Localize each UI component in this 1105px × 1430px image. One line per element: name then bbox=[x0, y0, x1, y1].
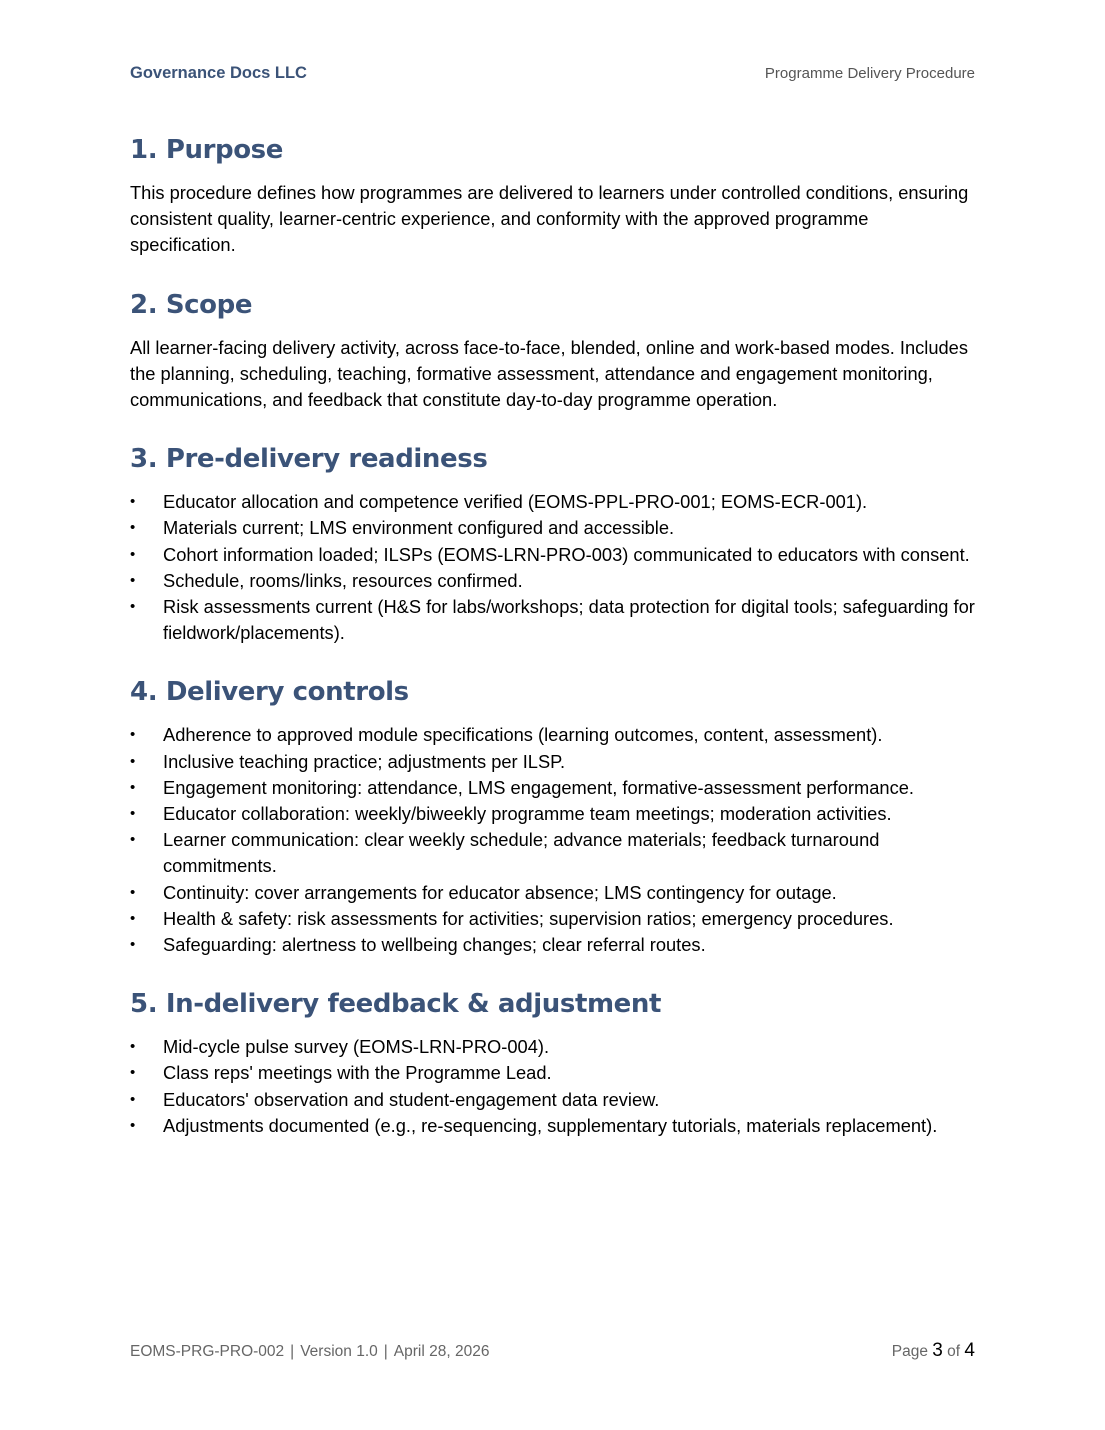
list-item-text: Risk assessments current (H&S for labs/workshops; data protection for digital tools; safeguarding for fieldwork/placements). bbox=[163, 596, 975, 644]
list-item-text: Continuity: cover arrangements for educator absence; LMS contingency for outage. bbox=[163, 881, 837, 903]
list-item bbox=[130, 1113, 975, 1139]
footer-separator: | bbox=[383, 1343, 388, 1360]
list-item bbox=[130, 827, 975, 879]
page-of: of bbox=[947, 1343, 961, 1360]
section-pre-delivery-readiness bbox=[130, 439, 975, 646]
bullet-point: • bbox=[130, 545, 136, 563]
bullet-point: • bbox=[130, 1116, 136, 1134]
list-item-text: Inclusive teaching practice; adjustments per ILSP. bbox=[163, 750, 566, 772]
bullet-list bbox=[130, 489, 975, 646]
footer-version: Version 1.0 bbox=[300, 1343, 378, 1360]
list-item-text: Learner communication: clear weekly schedule; advance materials; feedback turnaround commitments. bbox=[163, 829, 880, 877]
section-heading: 4. Delivery controls bbox=[130, 677, 409, 708]
footer-document-info bbox=[130, 1343, 489, 1361]
list-item-text: Schedule, rooms/links, resources confirmed. bbox=[163, 569, 523, 591]
section-heading: 1. Purpose bbox=[130, 135, 283, 165]
list-item bbox=[130, 1060, 975, 1086]
list-item bbox=[130, 932, 975, 958]
bullet-point: • bbox=[130, 598, 136, 616]
bullet-point: • bbox=[130, 1090, 136, 1108]
page-total: 4 bbox=[964, 1340, 975, 1361]
list-item-text: Materials current; LMS environment configured and accessible. bbox=[163, 517, 675, 539]
list-item-text: Cohort information loaded; ILSPs (EOMS-LRN-PRO-003) communicated to educators with consent. bbox=[163, 543, 970, 565]
list-item-text: Educator collaboration: weekly/biweekly programme team meetings; moderation activities. bbox=[163, 803, 892, 825]
list-item-text: Educators' observation and student-engagement data review. bbox=[163, 1088, 660, 1110]
list-item bbox=[130, 775, 975, 801]
list-item bbox=[130, 749, 975, 775]
document-body bbox=[130, 130, 975, 1165]
section-purpose bbox=[130, 130, 975, 259]
list-item bbox=[130, 722, 975, 748]
list-item bbox=[130, 568, 975, 594]
list-item bbox=[130, 594, 975, 646]
section-heading: 5. In-delivery feedback & adjustment bbox=[130, 989, 662, 1020]
list-item bbox=[130, 1087, 975, 1113]
list-item bbox=[130, 515, 975, 541]
page-footer bbox=[130, 1340, 975, 1362]
footer-doc-code: EOMS-PRG-PRO-002 bbox=[130, 1343, 285, 1360]
bullet-point: • bbox=[130, 493, 136, 511]
company-name: Governance Docs LLC bbox=[130, 64, 307, 82]
list-item bbox=[130, 542, 975, 568]
list-item bbox=[130, 880, 975, 906]
list-item-text: Adjustments documented (e.g., re-sequencing, supplementary tutorials, materials replacement). bbox=[163, 1114, 938, 1136]
bullet-point: • bbox=[130, 936, 136, 954]
list-item bbox=[130, 801, 975, 827]
page-label: Page bbox=[891, 1343, 928, 1360]
section-paragraph: This procedure defines how programmes are delivered to learners under controlled conditions, ensuring consistent quality, learner-centric experience, and conformity with the approved programme specification. bbox=[130, 182, 969, 256]
page-current: 3 bbox=[932, 1340, 943, 1361]
list-item-text: Safeguarding: alertness to wellbeing changes; clear referral routes. bbox=[163, 934, 706, 956]
list-item-text: Mid-cycle pulse survey (EOMS-LRN-PRO-004). bbox=[163, 1036, 550, 1058]
section-scope bbox=[130, 285, 975, 414]
page-number bbox=[892, 1340, 975, 1362]
header-document-title: Programme Delivery Procedure bbox=[764, 65, 975, 82]
list-item-text: Health & safety: risk assessments for activities; supervision ratios; emergency procedures. bbox=[163, 907, 894, 929]
list-item bbox=[130, 489, 975, 515]
list-item-text: Educator allocation and competence verified (EOMS-PPL-PRO-001; EOMS-ECR-001). bbox=[163, 491, 868, 513]
list-item-text: Adherence to approved module specifications (learning outcomes, content, assessment). bbox=[163, 724, 883, 746]
list-item bbox=[130, 906, 975, 932]
footer-date: April 28, 2026 bbox=[393, 1343, 490, 1360]
bullet-point: • bbox=[130, 778, 136, 796]
list-item bbox=[130, 1034, 975, 1060]
section-paragraph: All learner-facing delivery activity, across face-to-face, blended, online and work-based modes. Includes the planning, scheduling, teaching, formative assessment, attendance and engagement monitoring, communications, and feedback that constitute day-to-day programme operation. bbox=[130, 336, 968, 411]
bullet-point: • bbox=[130, 519, 136, 537]
bullet-point: • bbox=[130, 883, 136, 901]
footer-separator: | bbox=[290, 1343, 295, 1360]
bullet-point: • bbox=[130, 805, 136, 823]
bullet-point: • bbox=[130, 1038, 136, 1056]
page-header bbox=[130, 64, 975, 88]
section-heading: 2. Scope bbox=[130, 289, 253, 320]
section-heading: 3. Pre-delivery readiness bbox=[130, 444, 488, 475]
bullet-point: • bbox=[130, 909, 136, 927]
section-delivery-controls bbox=[130, 672, 975, 958]
bullet-list bbox=[130, 1034, 975, 1139]
bullet-point: • bbox=[130, 752, 136, 770]
bullet-point: • bbox=[130, 1064, 136, 1082]
bullet-point: • bbox=[130, 831, 136, 849]
list-item-text: Class reps' meetings with the Programme Lead. bbox=[163, 1062, 552, 1084]
list-item-text: Engagement monitoring: attendance, LMS engagement, formative-assessment performance. bbox=[163, 776, 914, 798]
bullet-point: • bbox=[130, 726, 136, 744]
bullet-list bbox=[130, 722, 975, 958]
bullet-point: • bbox=[130, 571, 136, 589]
section-in-delivery-feedback bbox=[130, 984, 975, 1139]
